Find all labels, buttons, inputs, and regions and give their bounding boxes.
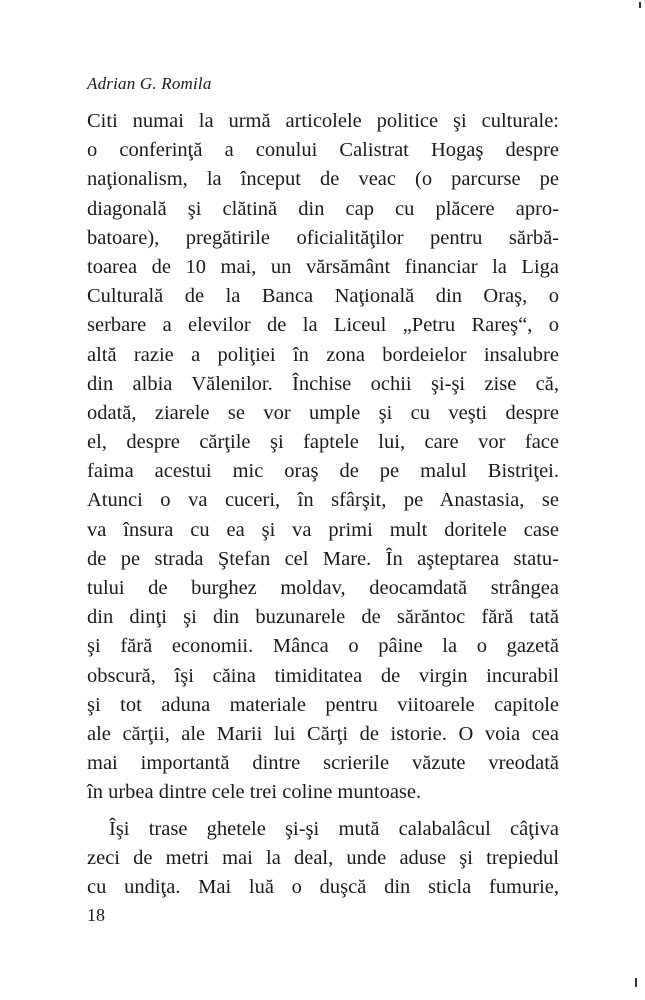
text-line: altă razie a poliţiei în zona bordeielor insalubre [87,343,559,366]
text-line: mai importantă dintre scrierile văzute vreodată [87,752,559,775]
text-line: şi fără economii. Mânca o pâine la o gazetă [87,635,559,658]
text-line: diagonală şi clătină din cap cu plăcere apro- [87,197,559,220]
text-line: şi tot aduna materiale pentru viitoarele capitole [87,693,559,716]
text-line: toarea de 10 mai, un vărsământ financiar la Liga [87,255,559,278]
text-line: în urbea dintre cele trei coline muntoase. [87,781,422,804]
text-line: cu undiţa. Mai luă o duşcă din sticla fumurie, [87,875,559,898]
paragraph-1 [87,107,559,808]
body-text [87,107,559,902]
text-line: serbare a elevilor de la Liceul „Petru Rareş“, o [87,314,559,337]
text-line: Atunci o va cuceri, în sfârşit, pe Anastasia, se [87,489,559,512]
paragraph-gap [87,808,559,815]
scan-mark-bottom [635,978,637,987]
text-line: Culturală de la Banca Naţională din Oraş, o [87,285,559,308]
text-line: ale cărţii, ale Marii lui Cărţi de istorie. O voia cea [87,722,559,745]
text-line: va însura cu ea şi va primi mult doritele case [87,518,559,541]
text-line: din albia Vălenilor. Închise ochii şi-şi zise că, [87,372,559,395]
page-number: 18 [87,905,105,925]
text-line: din dinţi şi din buzunarele de sărăntoc fără tată [87,606,559,629]
text-line: obscură, îşi căina timiditatea de virgin incurabil [87,664,559,687]
text-line: Îşi trase ghetele şi-şi mută calabalâcul câţiva [109,817,559,840]
text-line: el, despre cărţile şi faptele lui, care vor face [87,431,559,454]
text-line: zeci de metri mai la deal, unde aduse şi trepiedul [87,846,559,869]
text-line: de pe strada Ştefan cel Mare. În aşteptarea statu- [87,547,559,570]
text-line: o conferinţă a conului Calistrat Hogaş despre [87,139,559,162]
paragraph-2 [87,815,559,903]
text-line: odată, ziarele se vor umple şi cu veşti despre [87,401,559,424]
scan-mark-top [639,2,641,8]
text-line: batoare), pregătirile oficialităţilor pentru sărbă- [87,226,559,249]
running-head: Adrian G. Romila [87,74,212,93]
text-line: tului de burghez moldav, deocamdată strângea [87,577,559,599]
text-line: naţionalism, la început de veac (o parcurse pe [87,168,559,191]
text-line: faima acestui mic oraş de pe malul Bistriţei. [87,460,559,483]
text-line: Citi numai la urmă articolele politice şi culturale: [87,110,559,132]
